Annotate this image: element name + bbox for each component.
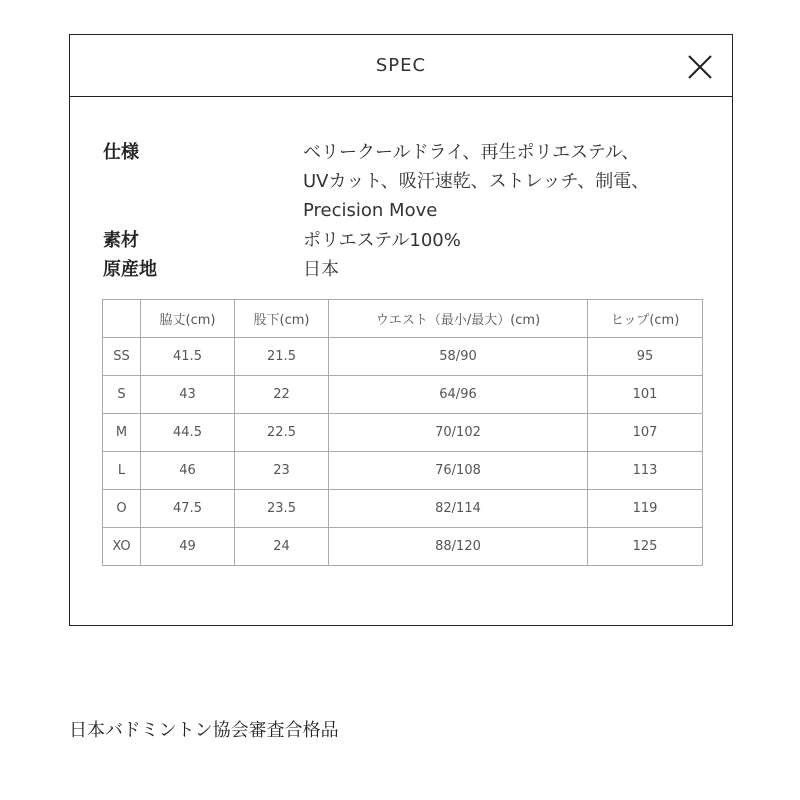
spec-value-line: UVカット、吸汗速乾、ストレッチ、制電、 [303, 171, 650, 192]
spec-label: 原産地 [103, 259, 157, 280]
table-row [103, 376, 703, 414]
table-cell: 101 [588, 376, 703, 414]
size-table [102, 299, 703, 566]
spec-value-line: 日本 [303, 259, 339, 280]
table-header-cell [103, 300, 141, 338]
spec-value [303, 255, 703, 284]
table-header-cell: ウエスト（最小/最大）(cm) [329, 300, 588, 338]
table-cell: M [103, 414, 141, 452]
spec-label: 素材 [103, 230, 139, 251]
table-cell: S [103, 376, 141, 414]
certification-note: 日本バドミントン協会審査合格品 [69, 720, 339, 741]
close-button[interactable] [686, 53, 714, 81]
table-row [103, 414, 703, 452]
table-cell: XO [103, 528, 141, 566]
spec-value-line: ベリークールドライ、再生ポリエステル、 [303, 142, 640, 163]
table-cell: 125 [588, 528, 703, 566]
table-cell: 82/114 [329, 490, 588, 528]
table-cell: 49 [141, 528, 235, 566]
table-cell: SS [103, 338, 141, 376]
spec-value-line: Precision Move [303, 200, 438, 221]
table-row [103, 490, 703, 528]
spec-value [303, 226, 703, 255]
table-cell: 21.5 [235, 338, 329, 376]
table-row [103, 338, 703, 376]
close-icon [686, 53, 714, 81]
table-cell: 113 [588, 452, 703, 490]
table-cell: L [103, 452, 141, 490]
table-cell: 24 [235, 528, 329, 566]
spec-value-line: ポリエステル100% [303, 230, 461, 251]
table-cell: 58/90 [329, 338, 588, 376]
table-cell: 76/108 [329, 452, 588, 490]
table-row [103, 452, 703, 490]
table-cell: 107 [588, 414, 703, 452]
spec-modal [69, 34, 733, 626]
table-row [103, 528, 703, 566]
table-cell: 46 [141, 452, 235, 490]
table-cell: 70/102 [329, 414, 588, 452]
table-cell: 119 [588, 490, 703, 528]
spec-value [303, 138, 703, 225]
modal-header [70, 35, 732, 97]
table-cell: 47.5 [141, 490, 235, 528]
table-cell: 43 [141, 376, 235, 414]
table-cell: 23.5 [235, 490, 329, 528]
table-header-cell: 股下(cm) [235, 300, 329, 338]
table-header-row [103, 300, 703, 338]
table-cell: 23 [235, 452, 329, 490]
table-cell: 22.5 [235, 414, 329, 452]
table-cell: 95 [588, 338, 703, 376]
table-header-cell: 脇丈(cm) [141, 300, 235, 338]
spec-label: 仕様 [103, 142, 139, 163]
modal-title: SPEC [375, 55, 427, 76]
table-cell: 88/120 [329, 528, 588, 566]
table-cell: 41.5 [141, 338, 235, 376]
table-cell: 22 [235, 376, 329, 414]
table-cell: 64/96 [329, 376, 588, 414]
table-cell: O [103, 490, 141, 528]
table-header-cell: ヒップ(cm) [588, 300, 703, 338]
table-cell: 44.5 [141, 414, 235, 452]
